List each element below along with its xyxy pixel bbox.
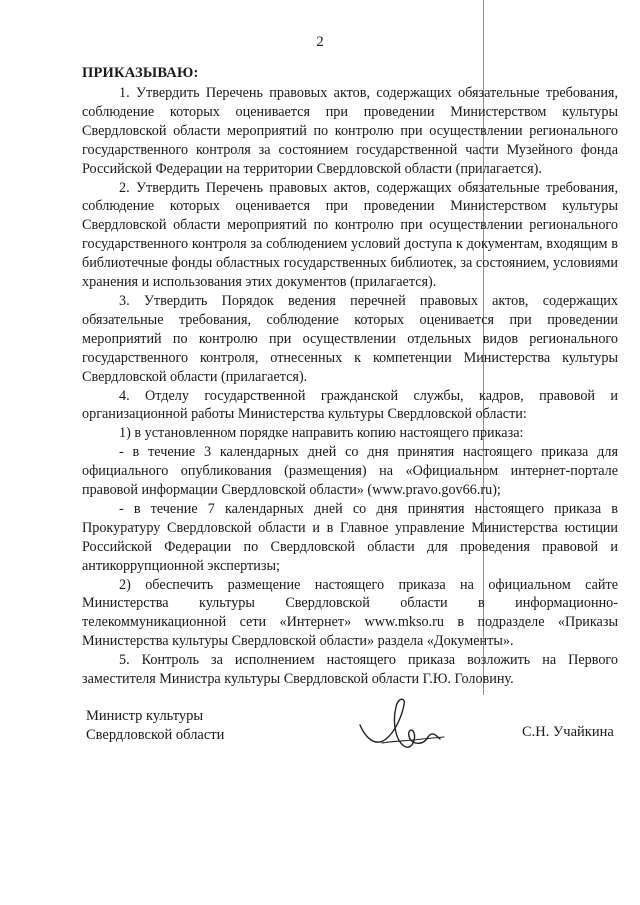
paragraph-4-1: 1) в установленном порядке направить копию настоящего приказа: xyxy=(119,425,524,442)
order-heading: ПРИКАЗЫВАЮ: xyxy=(82,65,199,81)
paragraph-1: 1. Утвердить Перечень правовых актов, содержащих обязательные требования, соблюдение которых оценивается при проведении Министерством культуры Свердловской области мероприятий по контролю при осуществлении регионального государственного контроля за состоянием государственной части Музейного фонда Российской Федерации на территории Свердловской области (прилагается). xyxy=(82,85,618,177)
paragraph-4-1-b: - в течение 7 календарных дней со дня принятия настоящего приказа в Прокуратуру Свердловской области и в Главное управление Министерства юстиции Российской Федерации по Свердловской области для проведения правовой и антикоррупционной экспертизы; xyxy=(82,500,618,574)
document-body xyxy=(82,84,618,689)
handwritten-signature xyxy=(352,695,448,757)
paragraph-5: 5. Контроль за исполнением настоящего приказа возложить на Первого заместителя Министра культуры Свердловской области Г.Ю. Головину. xyxy=(82,652,618,688)
signatory-position xyxy=(86,707,224,745)
signatory-position-line-2: Свердловской области xyxy=(86,727,225,743)
page-number: 2 xyxy=(316,34,324,50)
signatory-name: С.Н. Учайкина xyxy=(522,724,614,740)
paragraph-4-1-a: - в течение 3 календарных дней со дня принятия настоящего приказа для официального опубликования (размещения) на «Официальном интернет-портале правовой информации Свердловской области» (www.pravo.gov66.ru); xyxy=(82,444,618,499)
paragraph-2: 2. Утвердить Перечень правовых актов, содержащих обязательные требования, соблюдение которых оценивается при проведении Министерством культуры Свердловской области мероприятий по контролю при осуществлении регионального государственного контроля за соблюдением условий доступа к документам, входящим в библиотечные фонды областных государственных библиотек, за состоянием, условиями хранения и использования этих документов (прилагается). xyxy=(82,179,618,291)
signatory-position-line-1: Министр культуры xyxy=(86,708,204,724)
paragraph-4-2: 2) обеспечить размещение настоящего приказа на официальном сайте Министерства культуры Свердловской области в информационно-телекоммуникационной сети «Интернет» www.mkso.ru в подразделе «Приказы Министерства культуры Свердловской области» раздела «Документы». xyxy=(82,576,618,650)
paragraph-4: 4. Отделу государственной гражданской службы, кадров, правовой и организационной работы Министерства культуры Свердловской области: xyxy=(82,387,618,423)
paragraph-3: 3. Утвердить Порядок ведения перечней правовых актов, содержащих обязательные требования, соблюдение которых оценивается при проведении мероприятий по контролю при осуществлении отдельных видов регионального государственного контроля, отнесенных к компетенции Министерства культуры Свердловской области (прилагается). xyxy=(82,292,618,385)
